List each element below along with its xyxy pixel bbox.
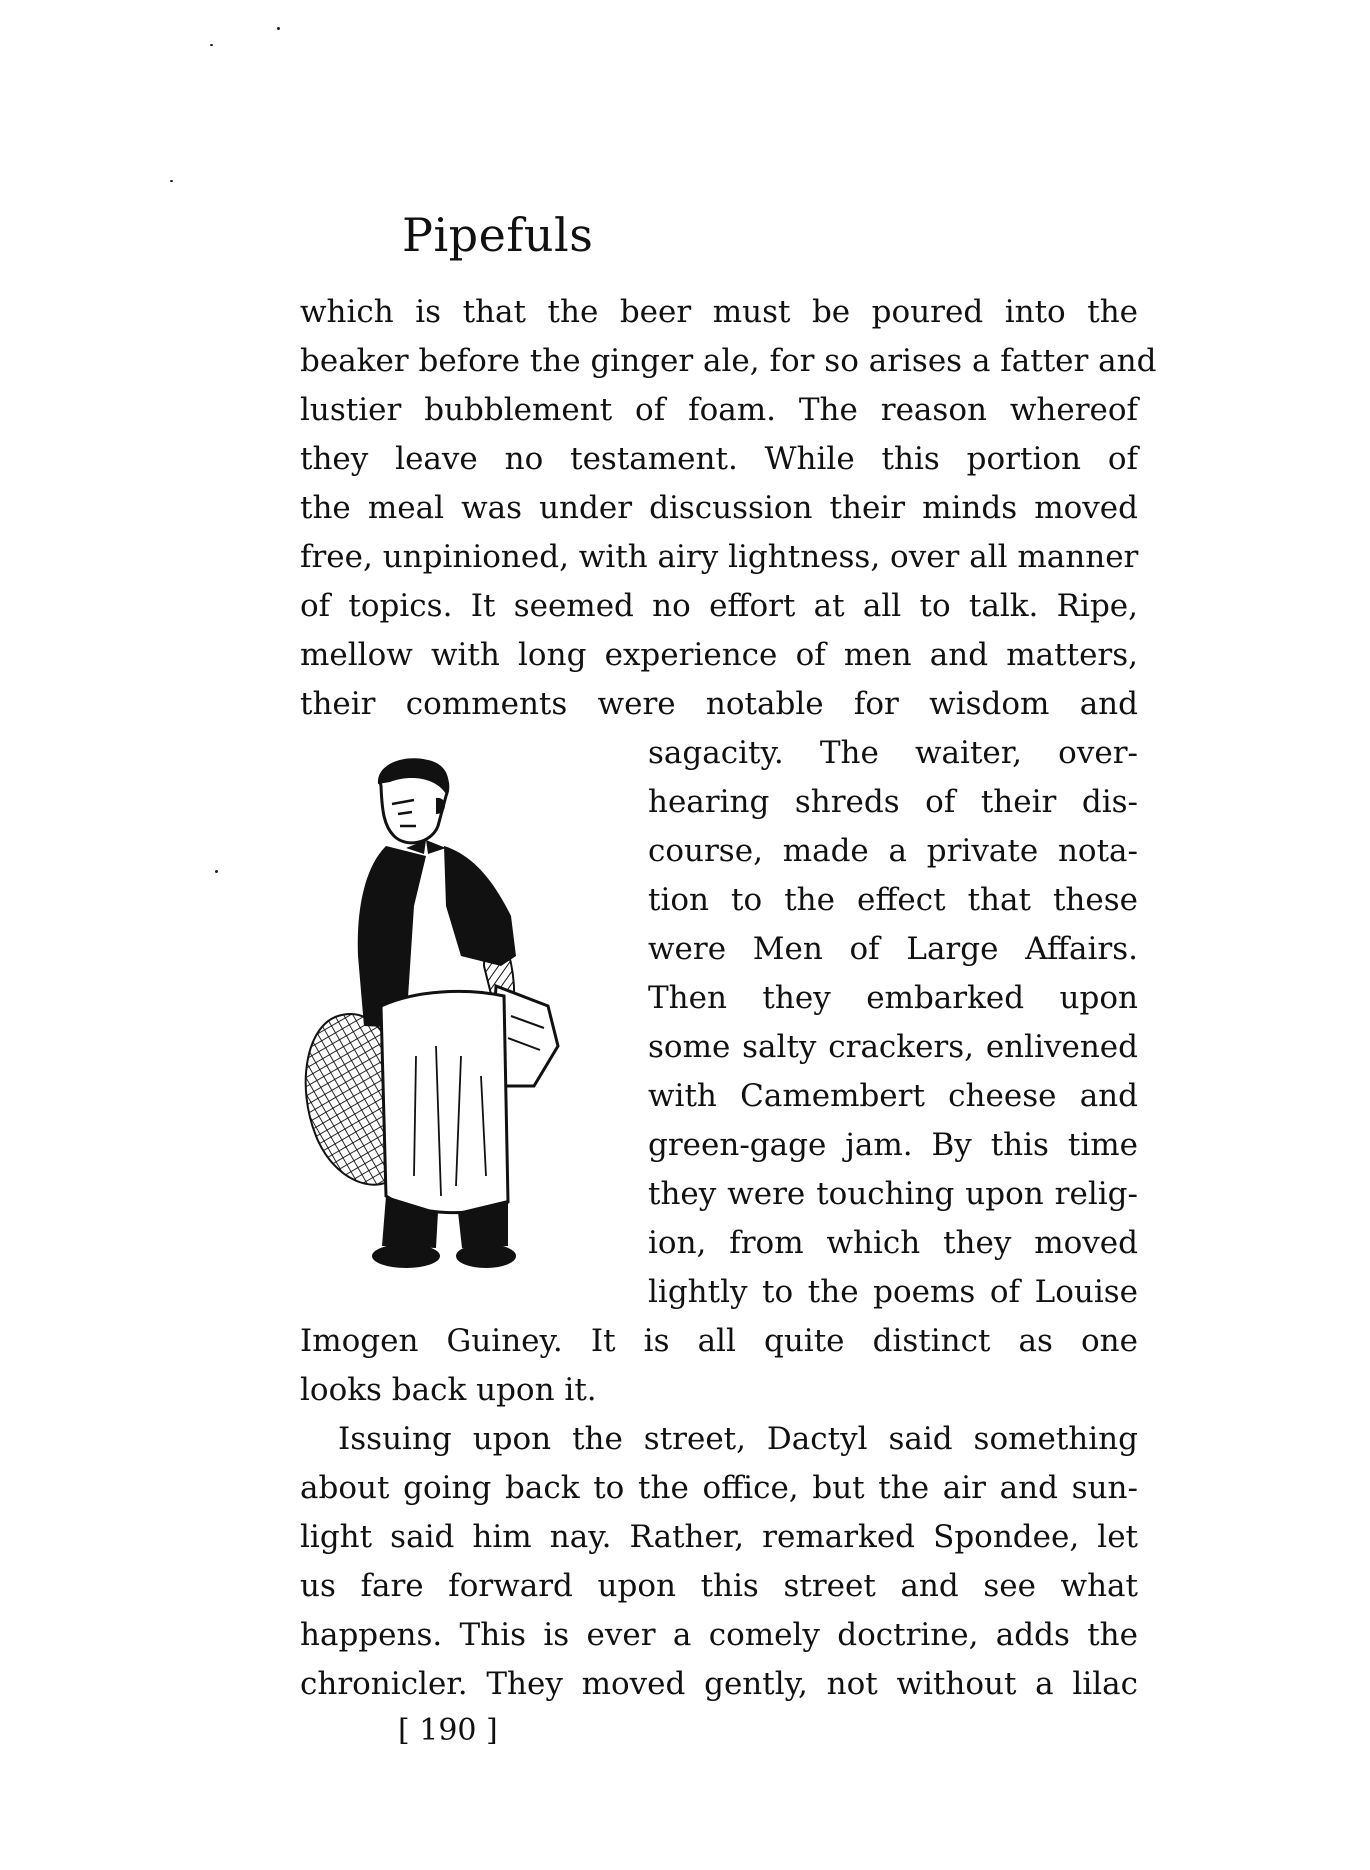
text-line: tion to the effect that these	[648, 882, 1138, 918]
text-line: about going back to the office, but the air and sun-	[300, 1470, 1138, 1506]
text-line: which is that the beer must be poured into the	[300, 294, 1138, 330]
waiter-illustration	[286, 756, 648, 1276]
text-line: were Men of Large Affairs.	[648, 931, 1138, 967]
text-line: ion, from which they moved	[648, 1225, 1138, 1261]
text-line: their comments were notable for wisdom and	[300, 686, 1138, 722]
scan-speck	[210, 44, 213, 46]
scan-speck	[277, 27, 280, 30]
text-line: sagacity. The waiter, over-	[648, 735, 1138, 771]
text-line: course, made a private nota-	[648, 833, 1138, 869]
text-line: lightly to the poems of Louise	[648, 1274, 1138, 1310]
text-line: beaker before the ginger ale, for so arises a fatter and	[300, 343, 1157, 379]
text-line: happens. This is ever a comely doctrine, adds the	[300, 1617, 1138, 1653]
scan-speck	[170, 180, 173, 182]
scan-speck	[215, 870, 218, 873]
page-number: [ 190 ]	[398, 1713, 498, 1748]
text-line: they leave no testament. While this portion of	[300, 441, 1138, 477]
text-line: light said him nay. Rather, remarked Spondee, let	[300, 1519, 1138, 1555]
text-line: free, unpinioned, with airy lightness, over all manner	[300, 539, 1139, 575]
text-line: with Camembert cheese and	[648, 1078, 1138, 1114]
text-line: the meal was under discussion their minds moved	[300, 490, 1138, 526]
text-line: Imogen Guiney. It is all quite distinct as one	[300, 1323, 1138, 1359]
text-line: chronicler. They moved gently, not without a lilac	[300, 1666, 1138, 1702]
text-line: Issuing upon the street, Dactyl said something	[338, 1421, 1138, 1457]
text-line: lustier bubblement of foam. The reason whereof	[300, 392, 1138, 428]
text-line: us fare forward upon this street and see what	[300, 1568, 1138, 1604]
text-line: looks back upon it.	[300, 1372, 597, 1408]
text-line: Then they embarked upon	[648, 980, 1138, 1016]
text-line: mellow with long experience of men and matters,	[300, 637, 1138, 673]
running-head: Pipefuls	[402, 208, 594, 262]
text-line: they were touching upon relig-	[648, 1176, 1138, 1212]
text-line: hearing shreds of their dis-	[648, 784, 1138, 820]
text-line: of topics. It seemed no effort at all to talk. Ripe,	[300, 588, 1138, 624]
text-line: some salty crackers, enlivened	[648, 1029, 1138, 1065]
text-line: green-gage jam. By this time	[648, 1127, 1138, 1163]
